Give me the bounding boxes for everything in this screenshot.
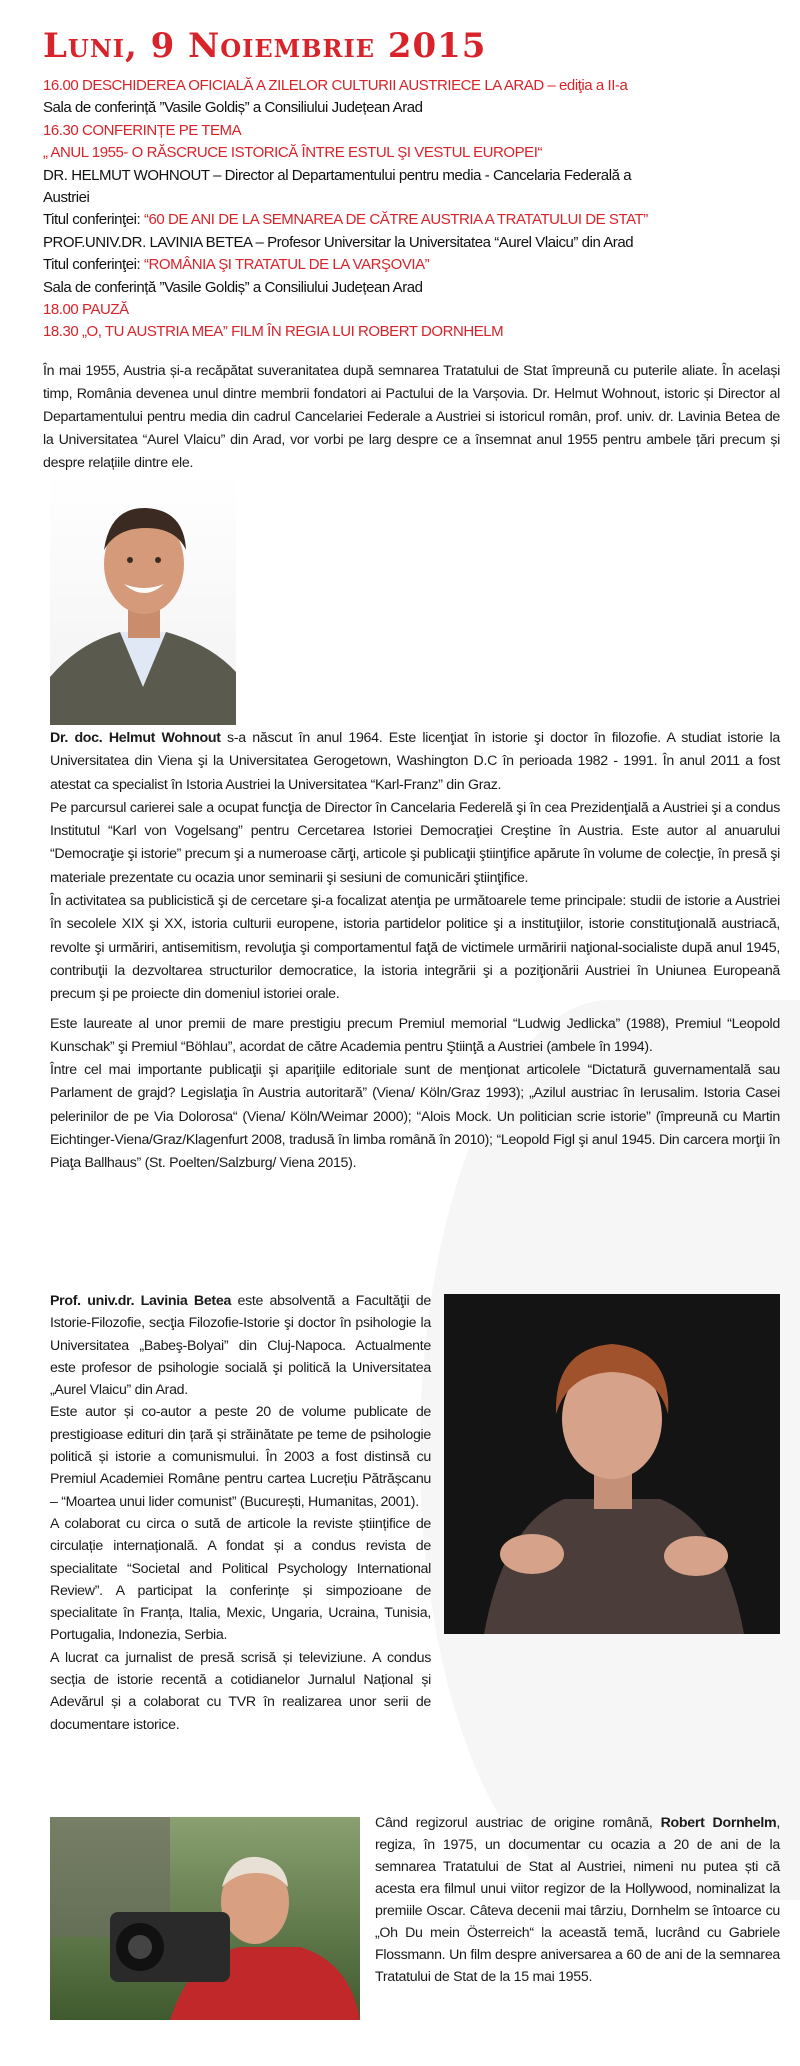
betea-bio (50, 1290, 431, 1736)
bio-text: este absolventă a Facultăţii de Istorie-Filozofie, secţia Filozofie-Istorie şi doctor în psihologie la Universitatea „Babeş-Bolyai” din Cluj-Napoca. Actualmente este profesor de psihologie socială şi politică la Universitatea „Aurel Vlaicu” din Arad. (50, 1293, 431, 1399)
bio-paragraph: A lucrat ca jurnalist de presă scrisă și televiziune. A condus secția de istorie recentă a cotidianelor Jurnalul Național și Adevărul și a colaborat cu TVR în realizarea unor serii de documentare istorice. (50, 1649, 431, 1733)
bio-text: Când regizorul austriac de origine română, (375, 1815, 661, 1831)
schedule-line (43, 209, 788, 231)
bio-paragraph (375, 1812, 780, 1988)
conference-title: “60 DE ANI DE LA SEMNAREA DE CĂTRE AUSTRIA A TRATATULUI DE STAT” (143, 211, 648, 229)
schedule-line: 18.00 PAUZĂ (43, 301, 129, 319)
label: Titul conferinţei: (43, 211, 144, 229)
bio-text: , regiza, în 1975, un documentar cu ocazia a 20 de ani de la semnarea Tratatului de Stat al Austriei, nimeni nu putea ști că acesta era filmul unui viitor regizor de la Hollywood, nominalizat la premiile Oscar. Câteva decenii mai târziu, Dornhelm se întoarce cu „Oh Du mein Österreich“ la această temă, lucrând cu Gabriele Flossmann. Un film despre aniversarea a 60 de ani de la semnarea Tratatului de Stat de la 15 mai 1955. (375, 1815, 781, 1985)
bio-paragraph: A colaborat cu circa o sută de articole la reviste științifice de circulație internațională. A fondat și a condus revista de specialitate “Societal and Political Psychology International Review”. A participat la conferințe și simpozioane de specialitate în Franța, Italia, Mexic, Ungaria, Ucraina, Tunisia, Portugalia, Indonezia, Serbia. (50, 1515, 431, 1644)
bio-paragraph (50, 727, 780, 797)
wohnout-bio (50, 727, 780, 1176)
intro-paragraph (43, 360, 780, 475)
schedule-line: 16.00 DESCHIDEREA OFICIALĂ A ZILELOR CULTURII AUSTRIECE LA ARAD – ediţia a II-a (43, 77, 628, 94)
schedule-line: Austriei (43, 189, 90, 207)
person-name: Prof. univ.dr. Lavinia Betea (50, 1293, 232, 1309)
schedule (43, 75, 788, 344)
schedule-line: PROF.UNIV.DR. LAVINIA BETEA – Profesor Universitar la Universitatea “Aurel Vlaicu” din Arad (43, 233, 634, 251)
bio-text: s-a născut în anul 1964. Este licenţiat în istorie şi doctor în filozofie. A studiat istorie la Universitatea din Viena şi la Universitatea Gerogetown, Washington D.C în perioada 1982 - 1991. În anul 2011 a fost atestat ca specialist în Istoria Austriei la Universitatea “Karl-Franz” din Graz. (50, 730, 780, 793)
schedule-line: Sala de conferință ”Vasile Goldiș” a Consiliului Județean Arad (43, 99, 423, 117)
conference-title: “ROMÂNIA ŞI TRATATUL DE LA VARŞOVIA” (143, 256, 430, 274)
bio-paragraph: Între cel mai importante publicaţii şi apariţiile editoriale sunt de menţionat articolele “Dictatură guvernamentală sau Parlament de grajd? Legislaţia în Austria autoritară” (Viena/ Köln/Graz 1993); „Azilul austriac în Ierusalim. Istoria Casei pelerinilor de pe Via Dolorosa“ (Viena/ Köln/Weimar 2000); “Alois Mock. Un politician scrie istorie” (împreună cu Martin Eichtinger-Viena/Graz/Klagenfurt 2008, tradusă în limba română în 2010); “Leopold Figl şi anul 1945. Din carcera morţii în Piaţa Ballhaus” (St. Poelten/Salzburg/ Viena 2015). (50, 1062, 780, 1172)
schedule-line: Sala de conferință ”Vasile Goldiș” a Consiliului Județean Arad (43, 278, 423, 296)
page-title: Luni, 9 Noiembrie 2015 (43, 26, 487, 66)
schedule-line (43, 254, 788, 276)
label: Titul conferinţei: (43, 256, 144, 274)
bio-paragraph: Este laureate al unor premii de mare prestigiu precum Premiul memorial “Ludwig Jedlicka” (1988), Premiul “Leopold Kunschak” şi Premiul “Böhlau”, acordat de către Academia pentru Ştiinţă a Austriei (ambele în 1994). (50, 1015, 780, 1055)
lavinia-betea-photo (444, 1294, 780, 1634)
bio-paragraph: Pe parcursul carierei sale a ocupat funcţia de Director în Cancelaria Federelă şi în cea Prezidenţială a Austriei şi a condus Institutul “Karl von Vogelsang” pentru Cercetarea Istoriei Democraţiei Creştine în Austria. Este autor al anuarului “Democraţie şi istorie” precum şi a numeroase cărţi, articole şi publicaţii ştiinţifice apărute în volume de colecţie, în presă şi materiale prezentate cu ocazia unor seminarii şi sesiuni de comunicări ştiinţifice. (50, 799, 780, 886)
schedule-line: DR. HELMUT WOHNOUT – Director al Departamentului pentru media - Cancelaria Federală a (43, 166, 632, 184)
person-name: Dr. doc. Helmut Wohnout (50, 730, 221, 746)
helmut-wohnout-photo (50, 472, 236, 725)
dornhelm-paragraph (375, 1812, 780, 1988)
schedule-line: 16.30 CONFERINȚE PE TEMA (43, 121, 242, 139)
person-name: Robert Dornhelm (660, 1815, 777, 1831)
robert-dornhelm-photo (50, 1817, 360, 2020)
bio-paragraph (50, 1290, 431, 1401)
bio-paragraph: Este autor și co-autor a peste 20 de volume publicate de prestigioase edituri din țară și străinătate pe teme de psihologie politică și istorie a comunismului. În 2003 a fost distinsă cu Premiul Academiei Române pentru cartea Lucrețiu Pătrășcanu – “Moartea unui lider comunist” (București, Humanitas, 2001). (50, 1404, 431, 1510)
schedule-line: „ ANUL 1955- O RĂSCRUCE ISTORICĂ ÎNTRE ESTUL ŞI VESTUL EUROPEI“ (43, 144, 542, 162)
schedule-line: 18.30 „O, TU AUSTRIA MEA” FILM ÎN REGIA LUI ROBERT DORNHELM (43, 323, 504, 341)
bio-paragraph: În activitatea sa publicistică şi de cercetare şi-a focalizat atenţia pe următoarele teme principale: studii de istorie a Austriei în secolele XIX şi XX, istoria culturii europene, istoria partidelor politice şi a instituţiilor, istorie constituţională austriacă, revolte şi urmăriri, antisemitism, revoluţia şi comportamentul faţă de victimele urmăririi naţional-socialiste după anul 1945, contribuţii la dezvoltarea structurilor democratice, la istoria integrării şi a poziţionării Austriei în Uniunea Europeană precum şi pe proiecte din domeniul istoriei orale. (50, 893, 780, 1003)
intro-text: În mai 1955, Austria și-a recăpătat suveranitatea după semnarea Tratatului de Stat împreună cu puterile aliate. În același timp, România devenea unul dintre membrii fondatori ai Pactului de la Varșovia. Dr. Helmut Wohnout, istoric și Director al Departamentului pentru media din cadrul Cancelariei Federale a Austriei si istoricul român, prof. univ. dr. Lavinia Betea de la Universitatea “Aurel Vlaicu” din Arad, vor vorbi pe larg despre ce a însemnat anul 1955 pentru ambele țări precum și despre relațiile dintre ele. (43, 363, 780, 471)
